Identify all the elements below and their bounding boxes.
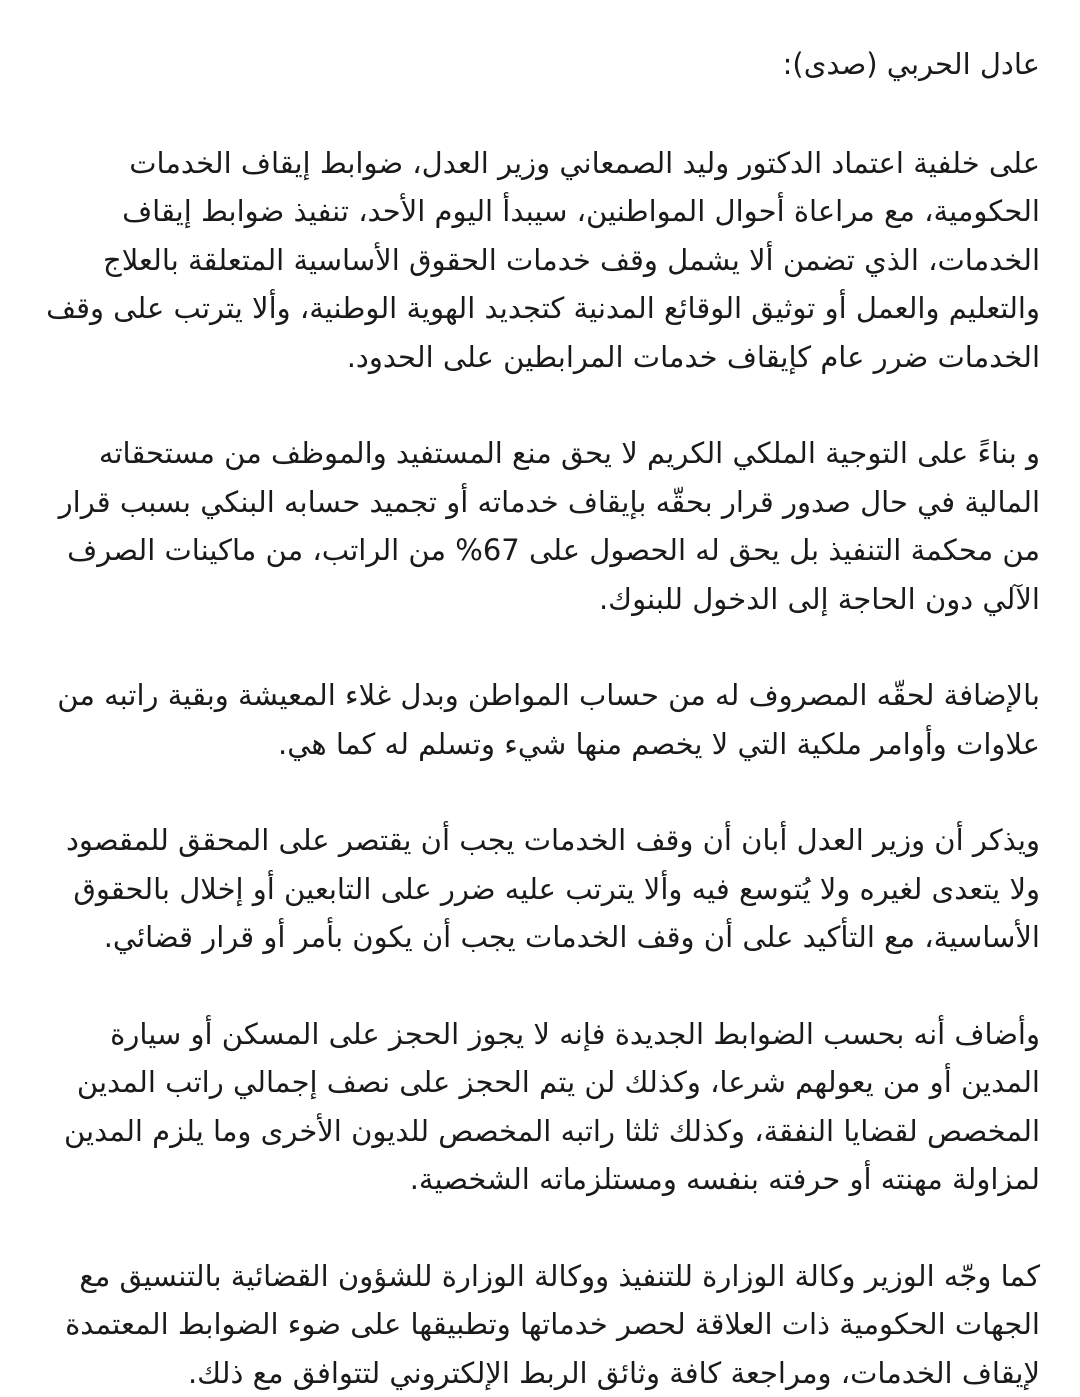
article-paragraph-2: و بناءً على التوجية الملكي الكريم لا يحق منع المستفيد والموظف من مستحقاته المالية في حال صدور قرار بحقّه بإيقاف خدماته أو تجميد حسابه البنكي بسبب قرار من محكمة التنفيذ بل يحق له الحصول على 67% من الراتب، من ماكينات الصرف الآلي دون الحاجة إلى الدخول للبنوك. <box>40 429 1040 623</box>
article-paragraph-5: وأضاف أنه بحسب الضوابط الجديدة فإنه لا يجوز الحجز على المسكن أو سيارة المدين أو من يعولهم شرعا، وكذلك لن يتم الحجز على نصف إجمالي راتب المدين المخصص لقضايا النفقة، وكذلك ثلثا راتبه المخصص للديون الأخرى وما يلزم المدين لمزاولة مهنته أو حرفته بنفسه ومستلزماته الشخصية. <box>40 1010 1040 1204</box>
article-byline: عادل الحربي (صدى): <box>40 40 1040 89</box>
article-paragraph-1: على خلفية اعتماد الدكتور وليد الصمعاني وزير العدل، ضوابط إيقاف الخدمات الحكومية، مع مراعاة أحوال المواطنين، سيبدأ اليوم الأحد، تنفيذ ضوابط إيقاف الخدمات، الذي تضمن ألا يشمل وقف خدمات الحقوق الأساسية المتعلقة بالعلاج والتعليم والعمل أو توثيق الوقائع المدنية كتجديد الهوية الوطنية، وألا يترتب على وقف الخدمات ضرر عام كإيقاف خدمات المرابطين على الحدود. <box>40 139 1040 382</box>
article-paragraph-6: كما وجّه الوزير وكالة الوزارة للتنفيذ ووكالة الوزارة للشؤون القضائية بالتنسيق مع الجهات الحكومية ذات العلاقة لحصر خدماتها وتطبيقها على ضوء الضوابط المعتمدة لإيقاف الخدمات، ومراجعة كافة وثائق الربط الإلكتروني لتتوافق مع ذلك. <box>40 1252 1040 1397</box>
article-paragraph-4: ويذكر أن وزير العدل أبان أن وقف الخدمات يجب أن يقتصر على المحقق للمقصود ولا يتعدى لغيره ولا يُتوسع فيه وألا يترتب عليه ضرر على التابعين أو إخلال بالحقوق الأساسية، مع التأكيد على أن وقف الخدمات يجب أن يكون بأمر أو قرار قضائي. <box>40 816 1040 962</box>
article-paragraph-3: بالإضافة لحقّه المصروف له من حساب المواطن وبدل غلاء المعيشة وبقية راتبه من علاوات وأوامر ملكية التي لا يخصم منها شيء وتسلم له كما هي. <box>40 671 1040 768</box>
